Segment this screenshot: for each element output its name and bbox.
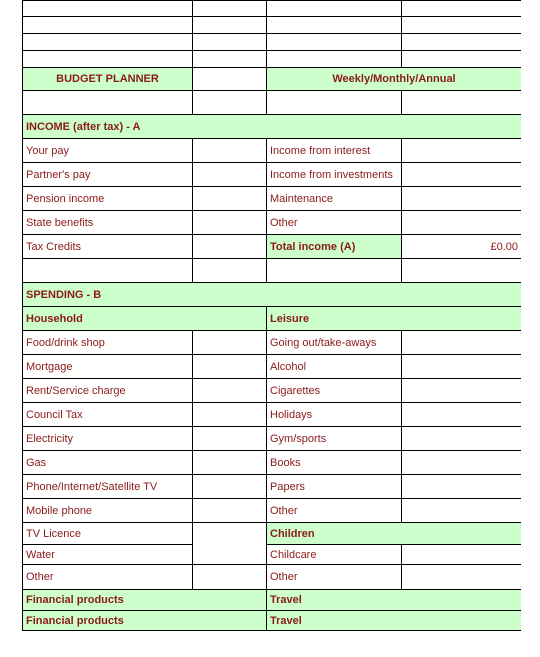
row-label: Papers (267, 475, 402, 499)
total-income-label: Total income (A) (267, 235, 402, 259)
cell[interactable] (23, 91, 193, 115)
blank-row (23, 1, 522, 17)
table-row (23, 355, 522, 379)
row-label: Rent/Service charge (23, 379, 193, 403)
total-income-value: £0.00 (402, 235, 522, 259)
table-row (23, 499, 522, 523)
amount-cell[interactable] (402, 565, 522, 590)
table-row (23, 211, 522, 235)
period-header: Weekly/Monthly/Annual (267, 68, 522, 91)
cell[interactable] (193, 34, 267, 51)
cell[interactable] (193, 17, 267, 34)
cell[interactable] (402, 259, 522, 283)
amount-cell[interactable] (402, 139, 522, 163)
cell[interactable] (23, 51, 193, 68)
row-label: Alcohol (267, 355, 402, 379)
amount-cell[interactable] (193, 331, 267, 355)
amount-cell[interactable] (402, 427, 522, 451)
travel-heading: Travel (267, 590, 522, 611)
amount-cell[interactable] (402, 403, 522, 427)
cell[interactable] (193, 68, 267, 91)
amount-cell[interactable] (193, 187, 267, 211)
row-label: TV Licence (23, 523, 193, 545)
page-title: BUDGET PLANNER (23, 68, 193, 91)
amount-cell[interactable] (193, 523, 267, 565)
row-label: Cigarettes (267, 379, 402, 403)
financial-products-heading: Financial products (23, 611, 267, 631)
cell[interactable] (193, 1, 267, 17)
amount-cell[interactable] (402, 187, 522, 211)
cell[interactable] (267, 51, 402, 68)
row-label: Tax Credits (23, 235, 193, 259)
amount-cell[interactable] (402, 499, 522, 523)
table-row (23, 379, 522, 403)
cell[interactable] (23, 34, 193, 51)
row-label: Your pay (23, 139, 193, 163)
row-label: Other (267, 499, 402, 523)
travel-heading: Travel (267, 611, 522, 631)
cell[interactable] (402, 34, 522, 51)
table-row (23, 565, 522, 590)
budget-planner-sheet (22, 0, 521, 657)
children-heading: Children (267, 523, 522, 545)
leisure-heading: Leisure (267, 307, 522, 331)
row-label: State benefits (23, 211, 193, 235)
table-row (23, 427, 522, 451)
row-label: Mobile phone (23, 499, 193, 523)
table-row (23, 235, 522, 259)
blank-row (23, 51, 522, 68)
row-label: Gas (23, 451, 193, 475)
amount-cell[interactable] (193, 235, 267, 259)
amount-cell[interactable] (193, 379, 267, 403)
cell[interactable] (402, 51, 522, 68)
cell[interactable] (402, 1, 522, 17)
row-label: Maintenance (267, 187, 402, 211)
amount-cell[interactable] (193, 427, 267, 451)
cell[interactable] (267, 34, 402, 51)
cell[interactable] (402, 91, 522, 115)
income-heading: INCOME (after tax) - A (23, 115, 522, 139)
amount-cell[interactable] (193, 499, 267, 523)
cell[interactable] (193, 51, 267, 68)
cell[interactable] (267, 17, 402, 34)
amount-cell[interactable] (193, 211, 267, 235)
amount-cell[interactable] (402, 545, 522, 565)
amount-cell[interactable] (193, 451, 267, 475)
row-label: Income from interest (267, 139, 402, 163)
blank-row (23, 34, 522, 51)
amount-cell[interactable] (193, 403, 267, 427)
cell[interactable] (267, 91, 402, 115)
cell[interactable] (193, 91, 267, 115)
row-label: Holidays (267, 403, 402, 427)
row-label: Council Tax (23, 403, 193, 427)
amount-cell[interactable] (193, 355, 267, 379)
row-label: Mortgage (23, 355, 193, 379)
row-label: Other (267, 565, 402, 590)
table-row (23, 139, 522, 163)
table-row (23, 545, 522, 565)
row-label: Books (267, 451, 402, 475)
row-label: Going out/take-aways (267, 331, 402, 355)
spending-heading: SPENDING - B (23, 283, 522, 307)
blank-row (23, 17, 522, 34)
financial-products-heading: Financial products (23, 590, 267, 611)
budget-grid (22, 0, 521, 631)
table-row (23, 523, 522, 545)
cell[interactable] (193, 259, 267, 283)
row-label: Childcare (267, 545, 402, 565)
amount-cell[interactable] (193, 475, 267, 499)
amount-cell[interactable] (402, 331, 522, 355)
table-row (23, 331, 522, 355)
amount-cell[interactable] (193, 163, 267, 187)
table-row (23, 475, 522, 499)
table-row (23, 403, 522, 427)
row-label: Phone/Internet/Satellite TV (23, 475, 193, 499)
row-label: Other (267, 211, 402, 235)
title-row (23, 68, 522, 91)
table-row (23, 163, 522, 187)
cell[interactable] (267, 259, 402, 283)
table-row (23, 451, 522, 475)
table-row (23, 187, 522, 211)
row-label: Other (23, 565, 193, 590)
cell[interactable] (23, 1, 193, 17)
cell[interactable] (267, 1, 402, 17)
blank-row (23, 91, 522, 115)
spending-heading-row (23, 283, 522, 307)
amount-cell[interactable] (402, 475, 522, 499)
row-label: Income from investments (267, 163, 402, 187)
row-label: Partner's pay (23, 163, 193, 187)
amount-cell[interactable] (402, 211, 522, 235)
amount-cell[interactable] (402, 451, 522, 475)
row-label: Pension income (23, 187, 193, 211)
cell[interactable] (23, 259, 193, 283)
row-label: Water (23, 545, 193, 565)
amount-cell[interactable] (402, 379, 522, 403)
amount-cell[interactable] (193, 565, 267, 590)
cell[interactable] (23, 17, 193, 34)
row-label: Food/drink shop (23, 331, 193, 355)
household-heading: Household (23, 307, 267, 331)
income-heading-row (23, 115, 522, 139)
amount-cell[interactable] (193, 139, 267, 163)
blank-row (23, 259, 522, 283)
subheading-row (23, 307, 522, 331)
cell[interactable] (402, 17, 522, 34)
amount-cell[interactable] (402, 355, 522, 379)
subheading-row (23, 590, 522, 611)
amount-cell[interactable] (402, 163, 522, 187)
row-label: Gym/sports (267, 427, 402, 451)
subheading-row (23, 611, 522, 631)
row-label: Electricity (23, 427, 193, 451)
